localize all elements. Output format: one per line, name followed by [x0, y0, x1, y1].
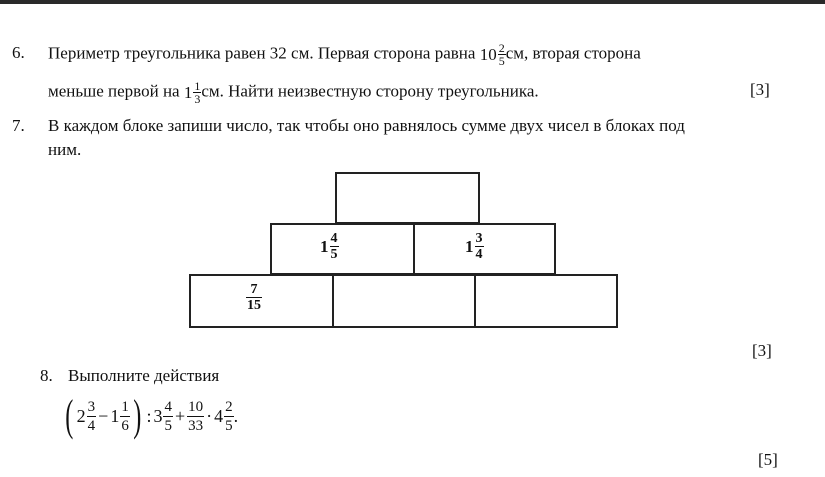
- problem-6-text-a: Периметр треугольника равен 32 см. Первая сторона равна: [48, 43, 480, 63]
- problem-6-text-c: меньше первой на: [48, 81, 184, 101]
- problem-7-line-1: [12, 116, 685, 136]
- multiply-sign: ·: [206, 405, 213, 426]
- plus-sign: +: [174, 405, 186, 426]
- top-border: [0, 0, 825, 4]
- pyramid-middle-left-block[interactable]: 1 $\frac{4}{5}$: [270, 223, 415, 275]
- problem-6-number: 6.: [12, 43, 25, 63]
- expr-term-b: 1 $\frac{1}{6}$: [110, 398, 129, 434]
- divide-sign: :: [146, 405, 152, 426]
- pyramid-top-block[interactable]: [335, 172, 480, 224]
- minus-sign: −: [98, 405, 109, 426]
- expr-end-period: .: [233, 405, 239, 426]
- expr-term-a: 2 $\frac{3}{4}$: [76, 398, 96, 434]
- problem-8-points: [5]: [758, 450, 778, 469]
- problem-8-expression: [62, 390, 238, 442]
- problem-7-number: 7.: [12, 116, 25, 135]
- problem-7-text-1: В каждом блоке запиши число, так чтобы оно равнялось сумме двух чисел в блоках под: [48, 116, 685, 135]
- pyramid-bottom-middle-block[interactable]: [332, 274, 476, 328]
- expr-term-c: 3 $\frac{4}{5}$: [153, 398, 172, 434]
- problem-8-number: 8.: [40, 366, 53, 385]
- pyramid-middle-right-block[interactable]: 1 $\frac{3}{4}$: [413, 223, 556, 275]
- side1-mixed-number: 10 $\frac{2}{5}$: [479, 41, 505, 68]
- problem-7-line-2: ним.: [48, 140, 82, 159]
- pyramid-bottom-left-block[interactable]: $\frac{7}{15}$: [189, 274, 334, 328]
- problem-7-points: [3]: [752, 341, 772, 360]
- pyramid-bottom-right-block[interactable]: [474, 274, 618, 328]
- diff-mixed-number: 1 $\frac{1}{3}$: [183, 79, 201, 106]
- problem-6-line-2: [48, 80, 539, 105]
- close-paren: ): [133, 391, 142, 440]
- problem-8-line: [40, 366, 219, 386]
- problem-6-points: [3]: [750, 80, 770, 99]
- open-paren: (: [65, 391, 74, 440]
- problem-8-text: Выполните действия: [68, 366, 220, 385]
- expr-term-e: 4 $\frac{2}{5}$: [214, 398, 233, 434]
- problem-6-text-d: см. Найти неизвестную сторону треугольника.: [201, 81, 539, 101]
- problem-6-text-b: см, вторая сторона: [505, 43, 641, 63]
- problem-6-line-1: [12, 42, 641, 67]
- expr-term-d: $\frac{10}{33}$: [188, 398, 204, 434]
